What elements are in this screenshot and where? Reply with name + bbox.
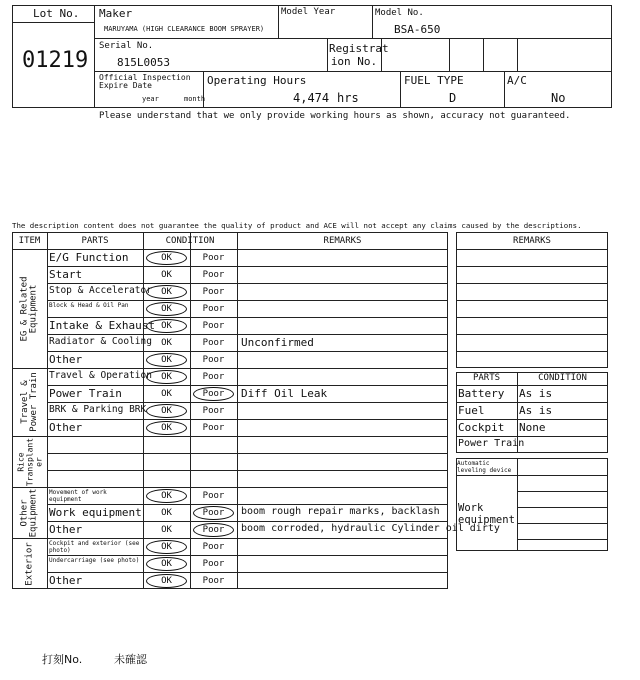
part-name: Battery <box>458 387 505 400</box>
part-label: Other <box>49 523 83 536</box>
remark-text: boom rough repair marks, backlash <box>241 506 440 517</box>
poor-option[interactable]: Poor <box>202 542 225 552</box>
poor-option[interactable]: Poor <box>202 576 225 586</box>
divider <box>94 5 95 108</box>
divider <box>456 334 608 335</box>
part-label: Other <box>49 574 83 587</box>
divider <box>517 491 608 492</box>
divider <box>47 521 448 522</box>
part-label: Start <box>49 268 83 281</box>
divider <box>456 300 608 301</box>
poor-option[interactable]: Poor <box>202 389 225 399</box>
divider <box>517 507 608 508</box>
lot-number: 01219 <box>22 48 89 73</box>
divider <box>517 539 608 540</box>
ok-option[interactable]: OK <box>161 304 172 314</box>
divider <box>12 22 94 23</box>
poor-option[interactable]: Poor <box>202 270 225 280</box>
ok-selected-circle <box>146 574 187 588</box>
ok-option[interactable]: OK <box>161 270 172 280</box>
ok-selected-circle <box>146 353 187 367</box>
remark-text: Unconfirmed <box>241 336 314 349</box>
remarks-header: REMARKS <box>513 236 551 246</box>
divider <box>47 419 448 420</box>
part-label: Other <box>49 353 83 366</box>
group-label: Other Equipment <box>19 488 39 537</box>
divider <box>47 385 448 386</box>
ok-option[interactable]: OK <box>161 372 172 382</box>
fuel-label: FUEL TYPE <box>404 74 464 87</box>
poor-selected-circle <box>193 506 234 520</box>
ok-option[interactable]: OK <box>161 355 172 365</box>
divider <box>517 458 518 551</box>
divider <box>456 317 608 318</box>
poor-option[interactable]: Poor <box>202 321 225 331</box>
divider <box>47 555 448 556</box>
serial-label: Serial No. <box>99 41 154 51</box>
model-year-label: Model Year <box>281 7 336 17</box>
divider <box>327 38 328 71</box>
divider <box>456 436 608 437</box>
ok-selected-circle <box>146 421 187 435</box>
divider <box>456 385 608 386</box>
header-condition: CONDITION <box>165 236 215 246</box>
ac-value: No <box>551 91 566 105</box>
hours-note: Please understand that we only provide working hours as shown, accuracy not guaranteed. <box>99 111 571 121</box>
divider <box>47 368 448 369</box>
divider <box>47 232 48 589</box>
divider <box>94 38 612 39</box>
month-label: month <box>184 95 206 103</box>
divider <box>456 283 608 284</box>
part-label: Power Train <box>49 387 122 400</box>
inspection-label-2: Expire Date <box>99 81 152 90</box>
remark-text: boom corroded, hydraulic Cylinder oil dirty <box>241 523 500 534</box>
ok-selected-circle <box>146 302 187 316</box>
divider <box>278 5 279 38</box>
divider <box>47 402 448 403</box>
poor-selected-circle <box>193 387 234 401</box>
ok-selected-circle <box>146 251 187 265</box>
registration-label: Registrat ion No. <box>329 42 389 68</box>
group-label: Travel & Power Train <box>19 372 39 432</box>
work-equipment-label: Work equipment <box>458 502 515 526</box>
ok-selected-circle <box>146 404 187 418</box>
divider <box>400 71 401 108</box>
group-label: EG & Related Equipment <box>19 275 39 342</box>
ok-option[interactable]: OK <box>161 389 172 399</box>
poor-option[interactable]: Poor <box>202 406 225 416</box>
poor-option[interactable]: Poor <box>202 491 225 501</box>
divider <box>456 266 608 267</box>
header-parts: PARTS <box>81 236 109 246</box>
poor-option[interactable]: Poor <box>202 423 225 433</box>
divider <box>12 249 448 250</box>
ok-option[interactable]: OK <box>161 525 172 535</box>
ok-selected-circle <box>146 319 187 333</box>
ok-selected-circle <box>146 540 187 554</box>
ok-selected-circle <box>146 489 187 503</box>
divider <box>504 71 505 108</box>
header-remarks: REMARKS <box>323 236 362 246</box>
ok-option[interactable]: OK <box>161 508 172 518</box>
divider <box>47 504 448 505</box>
hours-unit: hrs <box>337 91 359 105</box>
hours-value: 4,474 <box>293 91 330 105</box>
divider <box>456 475 608 476</box>
divider <box>47 317 448 318</box>
inspection-label: Official Inspection <box>99 73 191 82</box>
poor-option[interactable]: Poor <box>202 287 225 297</box>
ok-option[interactable]: OK <box>161 338 172 348</box>
divider <box>47 283 448 284</box>
hours-label: Operating Hours <box>207 74 307 87</box>
ok-selected-circle <box>146 370 187 384</box>
model-no-label: Model No. <box>375 8 424 18</box>
ac-label: A/C <box>507 74 527 87</box>
divider <box>47 470 448 471</box>
maker-value: MARUYAMA (HIGH CLEARANCE BOOM SPRAYER) <box>104 25 265 33</box>
poor-selected-circle <box>193 523 234 537</box>
divider <box>456 249 608 250</box>
divider <box>372 5 373 38</box>
group-label: Exterior <box>24 541 34 586</box>
poor-option[interactable]: Poor <box>202 355 225 365</box>
ok-option[interactable]: OK <box>161 253 172 263</box>
part-label: Radiator & Cooling <box>49 336 152 347</box>
fuel-value: D <box>449 91 457 105</box>
part-label: Block & Head & Oil Pan <box>49 302 129 309</box>
divider <box>517 38 518 71</box>
ok-option[interactable]: OK <box>161 559 172 569</box>
part-condition: None <box>519 421 546 434</box>
part-name: Fuel <box>458 404 485 417</box>
part-name: Cockpit <box>458 421 505 434</box>
remark-text: Diff Oil Leak <box>241 387 328 400</box>
lot-label: Lot No. <box>33 7 80 20</box>
ok-option[interactable]: OK <box>161 491 172 501</box>
poor-option[interactable]: Poor <box>202 253 225 263</box>
part-label: Other <box>49 421 83 434</box>
divider <box>47 266 448 267</box>
part-label: BRK & Parking BRK <box>49 404 147 415</box>
poor-option[interactable]: Poor <box>202 559 225 569</box>
part-label: Intake & Exhaust <box>49 319 155 332</box>
disclaimer: The description content does not guarantee the quality of product and ACE will not accept any claims caused by the descriptions. <box>12 221 582 230</box>
group-label: Rice Transplant er <box>16 437 43 486</box>
model-no-value: BSA-650 <box>394 23 441 36</box>
poor-option[interactable]: Poor <box>202 304 225 314</box>
divider <box>47 572 448 573</box>
divider <box>47 487 448 488</box>
divider <box>483 38 484 71</box>
poor-option[interactable]: Poor <box>202 508 225 518</box>
ok-option[interactable]: OK <box>161 423 172 433</box>
ok-option[interactable]: OK <box>161 542 172 552</box>
divider <box>517 523 608 524</box>
ok-selected-circle <box>146 285 187 299</box>
condition-header: CONDITION <box>538 373 587 383</box>
divider <box>47 334 448 335</box>
poor-option[interactable]: Poor <box>202 338 225 348</box>
auto-leveling-label: Automatic leveling device <box>457 460 512 474</box>
divider <box>456 351 608 352</box>
serial-value: 815L0053 <box>117 56 170 69</box>
part-label: Undercarriage (see photo) <box>49 557 140 564</box>
part-condition: As is <box>519 387 553 400</box>
ok-option[interactable]: OK <box>161 321 172 331</box>
part-label: Stop & Accelerator <box>49 285 152 296</box>
divider <box>47 436 448 437</box>
part-name: Power Train <box>458 438 525 449</box>
divider <box>47 351 448 352</box>
poor-option[interactable]: Poor <box>202 372 225 382</box>
stamp-value: 未確認 <box>114 653 147 666</box>
divider <box>94 71 612 72</box>
divider <box>456 419 608 420</box>
ok-selected-circle <box>146 557 187 571</box>
part-label: Movement of work equipment <box>49 489 107 503</box>
ok-option[interactable]: OK <box>161 406 172 416</box>
part-label: Travel & Operation <box>49 370 152 381</box>
divider <box>449 38 450 71</box>
part-condition: As is <box>519 404 553 417</box>
stamp-label: 打刻No. <box>42 653 83 666</box>
header-item: ITEM <box>18 236 41 246</box>
divider <box>237 232 238 589</box>
divider <box>47 300 448 301</box>
maker-label: Maker <box>99 7 133 20</box>
divider <box>47 453 448 454</box>
part-label: Work equipment <box>49 506 142 519</box>
ok-option[interactable]: OK <box>161 576 172 586</box>
part-label: E/G Function <box>49 251 129 264</box>
divider <box>456 402 608 403</box>
part-label: Cockpit and exterior (see photo) <box>49 540 140 554</box>
parts-header: PARTS <box>472 373 501 383</box>
year-label: year <box>142 95 159 103</box>
ok-option[interactable]: OK <box>161 287 172 297</box>
poor-option[interactable]: Poor <box>202 525 225 535</box>
divider <box>47 538 448 539</box>
